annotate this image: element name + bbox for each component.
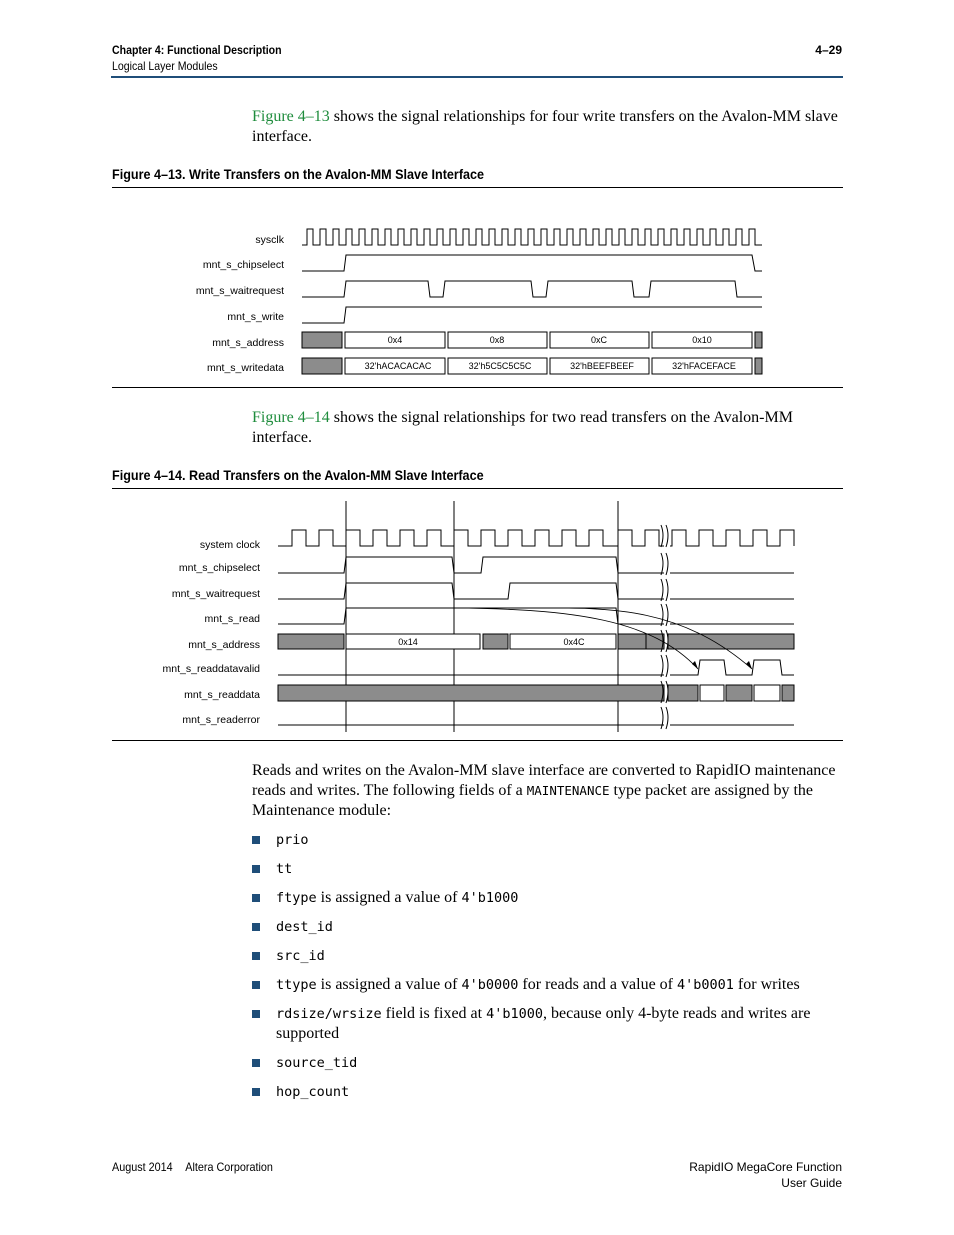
field-name: hop_count <box>276 1084 350 1100</box>
field-value: 4'b1000 <box>486 1006 543 1022</box>
footer-company: Altera Corporation <box>185 1160 273 1174</box>
list-item <box>252 1004 844 1044</box>
signal-label: mnt_s_chipselect <box>202 259 284 271</box>
signal-label: system clock <box>199 539 260 551</box>
figure-4-14-link[interactable]: Figure 4–14 <box>252 409 330 426</box>
write-waveform <box>302 307 762 323</box>
signal-label: mnt_s_read <box>204 613 260 625</box>
writedata-value: 32'hBEEFBEEF <box>570 361 634 371</box>
list-item <box>252 1053 844 1073</box>
signal-label: mnt_s_chipselect <box>178 562 260 574</box>
field-value: 4'b0001 <box>677 977 734 993</box>
signal-label: mnt_s_address <box>188 639 260 651</box>
field-name: dest_id <box>276 919 333 935</box>
footer-date: August 2014 <box>112 1160 173 1174</box>
item-text: for reads and a value of <box>518 976 677 993</box>
item-text: , because only 4-byte reads and writes are supported <box>276 1005 811 1042</box>
list-item <box>252 975 844 995</box>
header-rule <box>111 76 843 78</box>
footer-doc-type: User Guide <box>781 1176 842 1190</box>
signal-label: mnt_s_waitrequest <box>171 588 260 600</box>
writedata-value: 32'hFACEFACE <box>672 361 736 371</box>
writedata-value: 32'h5C5C5C5C <box>468 361 532 371</box>
signal-label: mnt_s_readdatavalid <box>162 663 260 675</box>
list-item <box>252 888 844 908</box>
system-clock-waveform-cont <box>670 530 794 546</box>
maintenance-code: MAINTENANCE <box>526 783 610 798</box>
address-value: 0x4 <box>387 335 403 345</box>
bullet-icon <box>252 952 260 960</box>
bullet-icon <box>252 1088 260 1096</box>
signal-label: mnt_s_waitrequest <box>195 285 284 297</box>
field-name: prio <box>276 832 309 848</box>
signal-label: mnt_s_write <box>227 311 284 323</box>
address-bus <box>302 332 762 348</box>
figure-14-title: Figure 4–14. Read Transfers on the Avalon-MM Slave Interface <box>112 467 484 483</box>
bullet-icon <box>252 836 260 844</box>
item-text: field is fixed at <box>381 1005 487 1022</box>
maintenance-paragraph <box>252 761 844 821</box>
paragraph-text: shows the signal relationships for four write transfers on the Avalon-MM slave interface. <box>252 108 838 145</box>
bullet-icon <box>252 981 260 989</box>
write-transfer-timing-diagram <box>112 188 844 386</box>
address-value: 0x14 <box>398 637 418 647</box>
waitrequest-waveform <box>302 281 762 297</box>
intro-paragraph-fig13 <box>252 107 844 147</box>
footer-left <box>112 1160 273 1174</box>
bullet-icon <box>252 923 260 931</box>
list-item <box>252 859 844 879</box>
address-value: 0x4C <box>563 637 585 647</box>
field-name: src_id <box>276 948 325 964</box>
writedata-bus <box>302 358 762 374</box>
waitrequest-waveform <box>278 583 664 599</box>
figure-4-13-link[interactable]: Figure 4–13 <box>252 108 330 125</box>
figure-13-title: Figure 4–13. Write Transfers on the Avalon-MM Slave Interface <box>112 166 485 182</box>
item-text: for writes <box>733 976 800 993</box>
field-list <box>252 830 844 1111</box>
field-name: ttype <box>276 977 317 993</box>
figure-14-bottom-rule <box>112 740 843 741</box>
read-transfer-timing-diagram <box>112 489 844 740</box>
writedata-value: 32'hACACACAC <box>364 361 432 371</box>
footer-doc-title: RapidIO MegaCore Function <box>689 1160 842 1174</box>
bullet-icon <box>252 865 260 873</box>
list-item <box>252 1082 844 1102</box>
list-item <box>252 946 844 966</box>
field-value: 4'b1000 <box>461 890 519 906</box>
paragraph-text: type packet are assigned by the Maintenance module: <box>252 782 814 819</box>
signal-label: mnt_s_readdata <box>184 689 260 701</box>
readdata-bus <box>278 685 794 701</box>
item-text: is assigned a value of <box>316 976 462 993</box>
paragraph-text: Reads and writes on the Avalon-MM slave interface are converted to RapidIO maintenance reads and writes. The following fields of a <box>252 762 836 799</box>
chapter-header: Chapter 4: Functional Description <box>112 43 282 57</box>
signal-label: mnt_s_readerror <box>182 714 260 726</box>
readdatavalid-waveform-cont <box>670 660 794 675</box>
signal-label: sysclk <box>255 234 284 246</box>
chipselect-waveform <box>278 557 664 573</box>
item-text: is assigned a value of <box>316 889 462 906</box>
sysclk-waveform <box>302 229 762 245</box>
signal-label: mnt_s_writedata <box>206 362 284 374</box>
address-value: 0x10 <box>692 335 712 345</box>
field-name: tt <box>276 861 293 877</box>
address-bus <box>278 634 794 649</box>
field-name: source_tid <box>276 1055 358 1071</box>
field-name: rdsize/wrsize <box>276 1006 382 1022</box>
signal-label: mnt_s_address <box>212 337 284 349</box>
intro-paragraph-fig14 <box>252 408 844 448</box>
figure-13-bottom-rule <box>112 387 843 388</box>
read-waveform <box>278 608 664 624</box>
arrow-heads <box>692 661 752 669</box>
list-item <box>252 830 844 850</box>
bullet-icon <box>252 1059 260 1067</box>
address-value: 0xC <box>590 335 608 345</box>
list-item <box>252 917 844 937</box>
page-number: 4–29 <box>815 43 842 57</box>
chipselect-waveform <box>302 255 762 271</box>
field-name: ftype <box>276 890 317 906</box>
field-value: 4'b0000 <box>461 977 519 993</box>
bullet-icon <box>252 1010 260 1018</box>
system-clock-waveform <box>278 530 664 546</box>
bullet-icon <box>252 894 260 902</box>
section-header: Logical Layer Modules <box>112 59 218 73</box>
paragraph-text: shows the signal relationships for two read transfers on the Avalon-MM interface. <box>252 409 793 446</box>
address-value: 0x8 <box>489 335 505 345</box>
